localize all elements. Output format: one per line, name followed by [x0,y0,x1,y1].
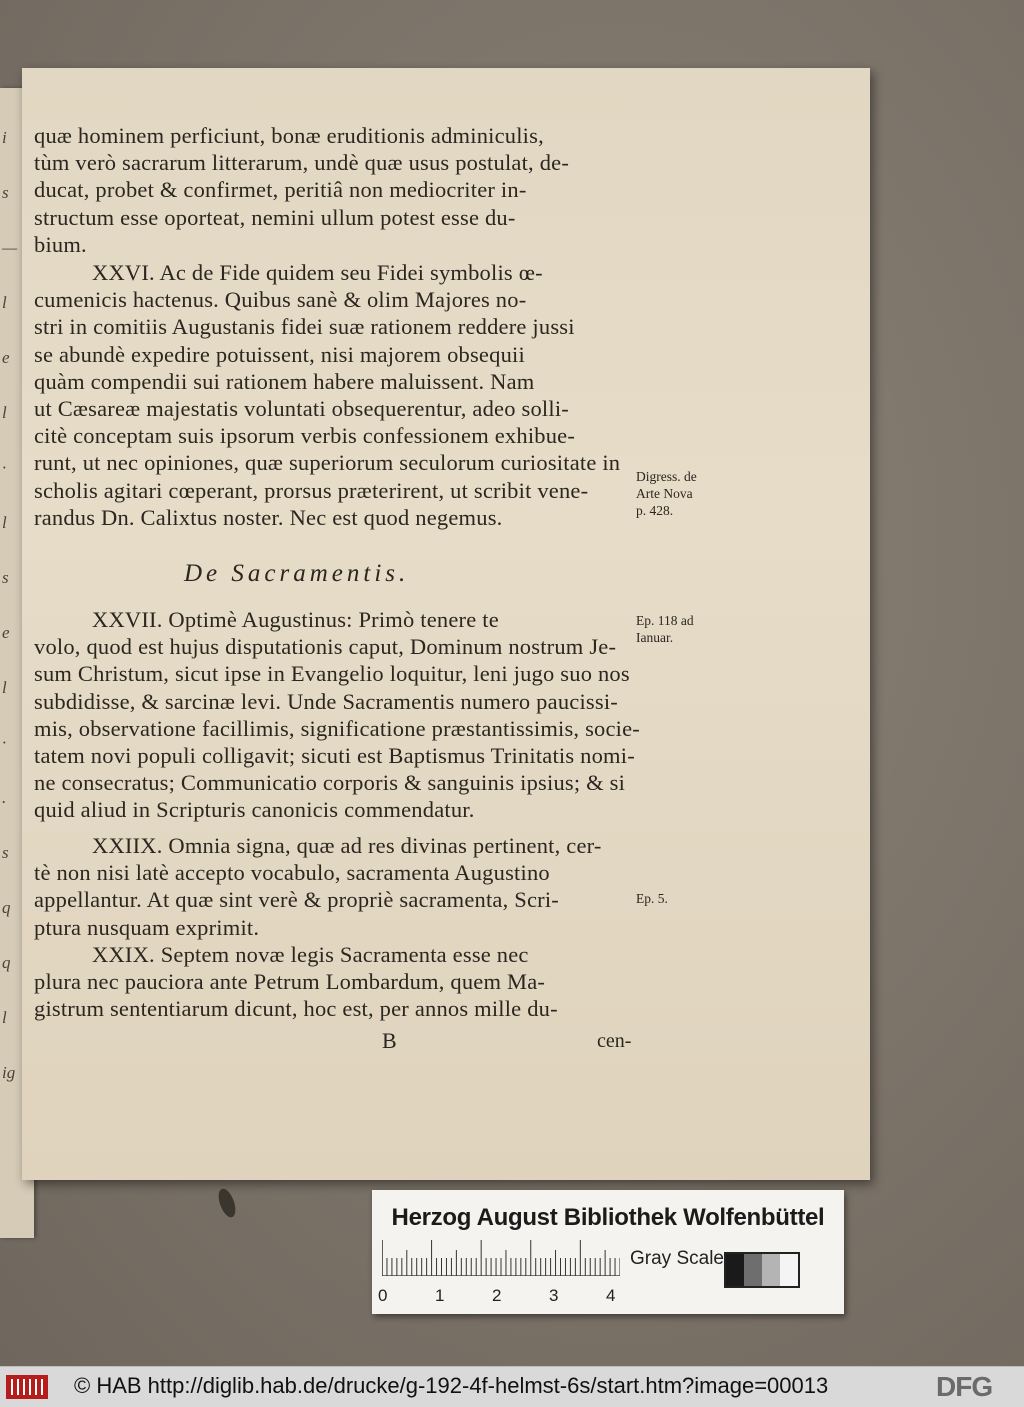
text-line: tùm verò sacrarum litterarum, undè quæ usus postulat, de- [34,150,570,176]
text-line: ne consecratus; Communicatio corporis & sanguinis ipsius; & si [34,770,626,796]
margin-note-line: p. 428. [636,503,674,518]
text-line: XXIIX. Omnia signa, quæ ad res divinas pertinent, cer- [92,833,602,858]
prev-page-glyph: ig [2,1063,16,1082]
text-line: XXIX. Septem novæ legis Sacramenta esse nec [92,942,529,967]
text-line: runt, ut nec opiniones, quæ superiorum seculorum curiositate in [34,450,621,476]
text-line: structum esse oporteat, nemini ullum potest esse du- [34,204,516,230]
margin-note-line: Ep. 118 ad [636,613,694,628]
card-title: Herzog August Bibliothek Wolfenbüttel [391,1204,825,1231]
text-line: tatem novi populi colligavit; sicuti est Baptismus Trinitatis nomi- [34,743,635,768]
ruler-number: 1 [435,1286,445,1305]
text-line: ut Cæsareæ majestatis voluntati obsequerentur, adeo solli- [34,396,569,421]
text-line: stri in comitiis Augustanis fidei suæ rationem reddere jussi [34,314,575,340]
text-line: se abundè expedire potuissent, nisi majorem obsequii [34,341,525,367]
grayscale-swatch [726,1254,744,1286]
text-line: subdidisse, & sarcinæ levi. Unde Sacramentis numero paucissi- [34,688,618,714]
text-line: scholis agitari cœperant, prorsus præterirent, ut scribit vene- [34,477,589,503]
prev-page-glyph: l [2,678,7,697]
ruler-number: 0 [378,1286,388,1305]
prev-page-glyph: q [2,953,11,972]
prev-page-glyph: · [2,458,7,477]
prev-page-glyph: s [2,843,9,862]
text-line: cumenicis hactenus. Quibus sanè & olim Majores no- [34,287,527,313]
section-heading: De Sacramentis. [184,560,410,587]
margin-note-ep5 [636,890,668,907]
text-line: appellantur. At quæ sint verè & propriè sacramenta, Scri- [34,887,559,913]
text-line: XXVII. Optimè Augustinus: Primò tenere te [92,607,499,632]
grayscale-swatch [762,1254,780,1286]
library-color-card [372,1190,844,1314]
prev-page-glyph: e [2,348,10,367]
prev-page-glyph: l [2,403,7,422]
grayscale-swatch [780,1254,798,1286]
text-line: XXVI. Ac de Fide quidem seu Fidei symbolis œ- [92,260,543,285]
text-line: quæ hominem perficiunt, bonæ eruditionis adminiculis, [34,123,544,148]
footer-copyright-url[interactable]: © HAB http://diglib.hab.de/drucke/g-192-4f-helmst-6s/start.htm?image=00013 [74,1373,829,1398]
prev-page-glyph: e [2,623,10,642]
text-line: plura nec pauciora ante Petrum Lombardum, quem Ma- [34,969,546,995]
prev-page-glyph: l [2,1008,7,1027]
margin-note-digress [636,468,697,519]
text-line: ptura nusquam exprimit. [34,914,260,940]
grayscale-strip [724,1252,800,1288]
footer-bar [0,1366,1024,1407]
prev-page-glyph: — [2,238,18,257]
hab-logo-icon [6,1375,48,1399]
text-line: quàm compendii sui rationem habere maluissent. Nam [34,368,535,394]
text-line: quid aliud in Scripturis canonicis commendatur. [34,797,475,823]
ruler-scale [382,1240,620,1276]
margin-note-epistle [636,612,694,646]
signature-mark: B [382,1028,397,1053]
margin-note-line: Ep. 5. [636,891,668,906]
text-line: mis, observatione facillimis, significatione præstantissimis, socie- [34,715,641,741]
book-page [22,68,870,1180]
text-line: volo, quod est hujus disputationis caput, Dominum nostrum Je- [34,634,617,660]
prev-page-glyph: i [2,128,7,147]
grayscale-swatch [744,1254,762,1286]
prev-page-glyph: . [2,788,7,807]
grayscale-label: Gray Scale [630,1248,724,1269]
margin-note-line: Arte Nova [636,486,693,501]
ruler-number: 4 [606,1286,616,1305]
ruler-number: 2 [492,1286,502,1305]
text-line: citè conceptam suis ipsorum verbis confessionem exhibue- [34,423,576,449]
prev-page-glyph: s [2,183,9,202]
text-line: sum Christum, sicut ipse in Evangelio loquitur, leni jugo suo nos [34,661,630,687]
text-line: randus Dn. Calixtus noster. Nec est quod negemus. [34,504,503,530]
ink-blot [215,1187,238,1220]
prev-page-glyph: · [2,733,7,752]
text-line: ducat, probet & confirmet, peritiâ non mediocriter in- [34,177,527,203]
prev-page-glyph: q [2,898,11,917]
text-line: gistrum sententiarum dicunt, hoc est, per annos mille du- [34,996,558,1022]
prev-page-glyph: l [2,293,7,312]
margin-note-line: Ianuar. [636,630,674,645]
text-line: tè non nisi latè accepto vocabulo, sacramenta Augustino [34,860,550,886]
catchword: cen- [597,1030,632,1052]
prev-page-glyph: s [2,568,9,587]
ruler-number: 3 [549,1286,559,1305]
dfg-logo: DFG [936,1371,993,1402]
text-line: bium. [34,231,87,257]
prev-page-glyph: l [2,513,7,532]
margin-note-line: Digress. de [636,469,697,484]
